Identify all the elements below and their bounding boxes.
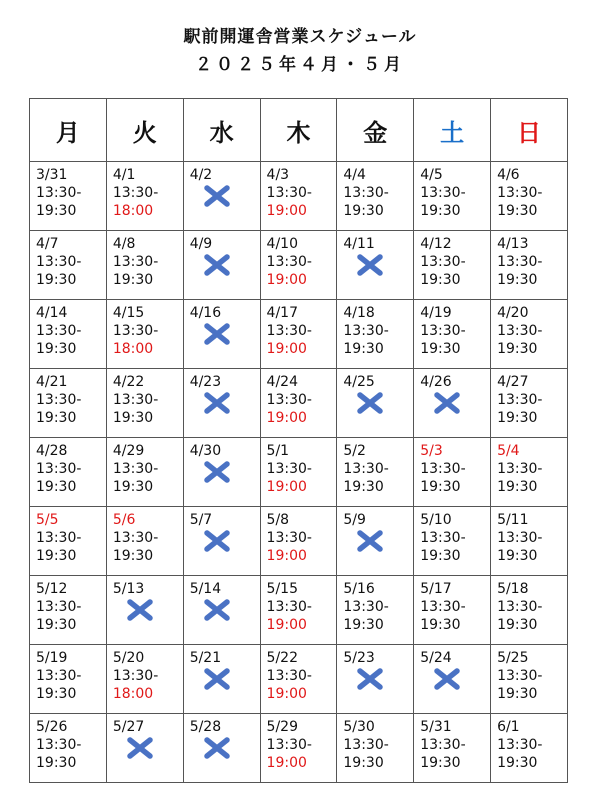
open-time-end: 19:30 [36,203,77,219]
open-time-end: 19:30 [343,755,384,771]
closed-cross-icon [432,391,462,415]
open-time-end: 19:30 [36,548,77,564]
day-date: 5/17 [420,581,452,597]
day-date: 6/1 [497,719,520,735]
open-time-start: 13:30- [420,323,466,339]
day-date: 4/15 [112,305,145,321]
open-time-start: 13:30- [420,254,466,270]
day-date: 5/16 [343,581,375,597]
open-time-start: 13:30- [36,599,82,615]
day-cell [337,369,414,438]
open-time-end: 19:30 [36,617,77,633]
day-cell [106,645,183,714]
day-date: 5/8 [266,512,290,528]
day-date: 4/13 [497,236,529,252]
day-cell [183,507,260,576]
day-date: 5/9 [343,512,366,528]
day-cell [30,162,107,231]
open-time-end: 19:30 [343,203,384,219]
day-date: 4/12 [420,236,452,252]
day-cell [260,369,337,438]
day-cell [337,645,414,714]
week-row [30,438,568,507]
day-date: 5/1 [266,443,290,459]
open-time-end: 19:30 [36,755,77,771]
open-time-start: 13:30- [112,530,159,546]
closed-cross-icon [202,391,232,415]
weekday-header-sat: 土 [414,99,491,162]
week-row [30,300,568,369]
open-time-start: 13:30- [112,254,159,270]
day-cell [183,645,260,714]
day-cell [260,438,337,507]
day-date: 4/14 [36,305,68,321]
open-time-start: 13:30- [112,323,159,339]
day-date: 4/22 [112,374,145,390]
weekday-header-sun: 日 [491,99,568,162]
open-time-end: 19:00 [266,479,307,495]
day-date: 4/7 [36,236,59,252]
day-date: 5/25 [497,650,529,666]
open-time-end: 19:30 [420,617,461,633]
day-date: 5/30 [343,719,375,735]
week-row [30,645,568,714]
day-cell [183,714,260,783]
day-cell [260,231,337,300]
day-date: 5/29 [266,719,298,735]
open-time-end: 19:30 [497,686,538,702]
weekday-header-mon: 月 [30,99,107,162]
open-time-end: 19:30 [420,203,461,219]
closed-cross-icon [125,736,155,760]
open-time-end: 19:30 [497,410,538,426]
day-cell [491,507,568,576]
open-time-start: 13:30- [497,668,543,684]
day-cell [414,576,491,645]
day-date: 4/1 [112,167,136,183]
open-time-end: 19:00 [266,341,307,357]
open-time-end: 19:30 [420,755,461,771]
page-title: 駅前開運舎営業スケジュール [183,27,417,47]
open-time-start: 13:30- [343,323,389,339]
open-time-start: 13:30- [266,323,312,339]
open-time-start: 13:30- [497,323,543,339]
day-date: 5/18 [497,581,529,597]
open-time-end: 19:30 [497,341,538,357]
day-cell [414,162,491,231]
day-cell [414,507,491,576]
open-time-start: 13:30- [420,599,466,615]
day-date: 4/25 [343,374,375,390]
day-cell [183,162,260,231]
open-time-start: 13:30- [420,530,466,546]
day-cell [260,714,337,783]
open-time-end: 19:00 [266,203,307,219]
day-date: 4/4 [343,167,366,183]
open-time-start: 13:30- [497,392,543,408]
day-date: 5/3 [420,443,443,459]
open-time-start: 13:30- [497,530,543,546]
open-time-end: 19:30 [343,341,384,357]
closed-cross-icon [202,253,232,277]
open-time-end: 18:00 [112,203,154,219]
closed-cross-icon [202,667,232,691]
closed-cross-icon [202,736,232,760]
weekday-header-thu: 木 [260,99,337,162]
day-cell [491,369,568,438]
week-row [30,369,568,438]
day-date: 5/21 [189,650,222,666]
closed-cross-icon [202,598,232,622]
day-cell [260,576,337,645]
open-time-end: 19:30 [497,755,538,771]
open-time-end: 19:30 [343,479,384,495]
day-date: 4/10 [266,236,298,252]
open-time-end: 19:30 [36,410,77,426]
open-time-end: 19:30 [497,617,538,633]
day-date: 3/31 [36,167,68,183]
day-cell [260,162,337,231]
open-time-start: 13:30- [36,530,82,546]
open-time-start: 13:30- [266,392,312,408]
open-time-start: 13:30- [420,461,466,477]
day-date: 5/28 [189,719,222,735]
open-time-end: 19:30 [497,548,538,564]
open-time-end: 18:00 [112,686,154,702]
open-time-end: 19:30 [420,272,461,288]
day-date: 4/3 [266,167,290,183]
day-date: 5/6 [112,512,136,528]
open-time-start: 13:30- [266,254,312,270]
open-time-start: 13:30- [112,185,159,201]
open-time-start: 13:30- [497,254,543,270]
day-date: 4/27 [497,374,529,390]
day-cell [414,300,491,369]
day-cell [414,438,491,507]
week-row [30,231,568,300]
open-time-start: 13:30- [343,461,389,477]
open-time-start: 13:30- [343,185,389,201]
day-cell [491,645,568,714]
closed-cross-icon [355,667,385,691]
day-cell [491,300,568,369]
day-cell [414,714,491,783]
open-time-end: 19:30 [112,410,154,426]
day-cell [106,369,183,438]
open-time-start: 13:30- [36,185,82,201]
closed-cross-icon [355,391,385,415]
closed-cross-icon [202,322,232,346]
day-date: 4/5 [420,167,443,183]
day-date: 5/24 [420,650,452,666]
open-time-start: 13:30- [112,461,159,477]
day-cell [414,645,491,714]
open-time-start: 13:30- [266,461,312,477]
day-date: 4/11 [343,236,375,252]
week-row [30,576,568,645]
day-date: 5/11 [497,512,529,528]
day-cell [337,231,414,300]
open-time-start: 13:30- [36,323,82,339]
day-cell [106,231,183,300]
open-time-start: 13:30- [497,185,543,201]
day-cell [30,645,107,714]
closed-cross-icon [202,529,232,553]
day-cell [414,231,491,300]
day-date: 5/22 [266,650,298,666]
closed-cross-icon [355,529,385,553]
day-cell [106,300,183,369]
closed-cross-icon [355,253,385,277]
day-date: 5/19 [36,650,68,666]
day-cell [183,231,260,300]
open-time-end: 19:30 [497,272,538,288]
open-time-start: 13:30- [420,185,466,201]
day-date: 5/26 [36,719,68,735]
open-time-end: 19:30 [343,617,384,633]
day-cell [414,369,491,438]
day-cell [183,300,260,369]
day-cell [337,438,414,507]
day-cell [183,369,260,438]
day-cell [337,300,414,369]
open-time-start: 13:30- [36,461,82,477]
day-date: 4/19 [420,305,452,321]
day-date: 4/23 [189,374,222,390]
open-time-start: 13:30- [497,599,543,615]
day-date: 4/20 [497,305,529,321]
day-cell [491,714,568,783]
open-time-start: 13:30- [266,668,312,684]
day-cell [30,714,107,783]
day-cell [491,576,568,645]
day-date: 4/9 [189,236,213,252]
open-time-end: 19:30 [420,548,461,564]
day-date: 5/23 [343,650,375,666]
day-cell [260,507,337,576]
weekday-header-wed: 水 [183,99,260,162]
open-time-end: 19:00 [266,410,307,426]
day-date: 4/24 [266,374,298,390]
open-time-start: 13:30- [112,668,159,684]
day-cell [30,369,107,438]
day-cell [30,507,107,576]
day-date: 4/18 [343,305,375,321]
day-cell [30,300,107,369]
open-time-start: 13:30- [343,737,389,753]
day-date: 4/29 [112,443,145,459]
day-date: 4/28 [36,443,68,459]
open-time-end: 19:00 [266,548,307,564]
day-date: 5/12 [36,581,68,597]
day-date: 5/5 [36,512,59,528]
open-time-end: 19:30 [497,203,538,219]
open-time-start: 13:30- [36,392,82,408]
day-date: 5/2 [343,443,366,459]
day-date: 4/30 [189,443,222,459]
weekday-header-tue: 火 [106,99,183,162]
open-time-start: 13:30- [36,737,82,753]
day-cell [337,714,414,783]
open-time-end: 18:00 [112,341,154,357]
weekday-header-row [30,99,568,162]
day-date: 5/13 [112,581,145,597]
open-time-end: 19:30 [420,341,461,357]
open-time-end: 19:30 [112,272,154,288]
day-date: 4/8 [112,236,136,252]
open-time-start: 13:30- [36,668,82,684]
weekday-header-fri: 金 [337,99,414,162]
week-row [30,714,568,783]
day-cell [337,162,414,231]
open-time-end: 19:30 [112,479,154,495]
schedule-calendar [29,98,568,783]
closed-cross-icon [202,184,232,208]
week-row [30,507,568,576]
day-date: 5/7 [189,512,213,528]
day-cell [183,438,260,507]
open-time-start: 13:30- [343,599,389,615]
closed-cross-icon [202,460,232,484]
day-cell [337,576,414,645]
day-cell [260,645,337,714]
open-time-start: 13:30- [420,737,466,753]
day-date: 4/6 [497,167,520,183]
day-cell [30,231,107,300]
day-cell [106,162,183,231]
day-date: 4/17 [266,305,298,321]
day-cell [260,300,337,369]
open-time-start: 13:30- [266,185,312,201]
open-time-end: 19:00 [266,686,307,702]
closed-cross-icon [432,667,462,691]
open-time-start: 13:30- [266,599,312,615]
day-date: 5/31 [420,719,452,735]
open-time-end: 19:30 [497,479,538,495]
open-time-start: 13:30- [266,530,312,546]
week-row [30,162,568,231]
day-date: 4/21 [36,374,68,390]
day-cell [183,576,260,645]
day-date: 4/2 [189,167,213,183]
open-time-start: 13:30- [112,392,159,408]
day-cell [106,576,183,645]
open-time-end: 19:30 [420,479,461,495]
open-time-end: 19:30 [36,341,77,357]
day-date: 5/15 [266,581,298,597]
closed-cross-icon [125,598,155,622]
day-date: 5/14 [189,581,222,597]
page-subtitle: ２０２５年４月・５月 [195,55,405,75]
open-time-end: 19:00 [266,617,307,633]
open-time-start: 13:30- [266,737,312,753]
day-date: 5/10 [420,512,452,528]
day-cell [106,714,183,783]
day-cell [491,438,568,507]
open-time-start: 13:30- [36,254,82,270]
day-cell [30,438,107,507]
day-date: 5/27 [112,719,145,735]
day-cell [491,231,568,300]
day-date: 5/4 [497,443,520,459]
day-date: 4/16 [189,305,222,321]
day-cell [30,576,107,645]
open-time-start: 13:30- [497,461,543,477]
open-time-end: 19:30 [36,686,77,702]
day-cell [337,507,414,576]
day-cell [491,162,568,231]
day-date: 5/20 [112,650,145,666]
open-time-end: 19:00 [266,755,307,771]
day-cell [106,507,183,576]
open-time-start: 13:30- [497,737,543,753]
day-date: 4/26 [420,374,452,390]
open-time-end: 19:30 [36,272,77,288]
open-time-end: 19:30 [36,479,77,495]
day-cell [106,438,183,507]
open-time-end: 19:30 [112,548,154,564]
open-time-end: 19:00 [266,272,307,288]
